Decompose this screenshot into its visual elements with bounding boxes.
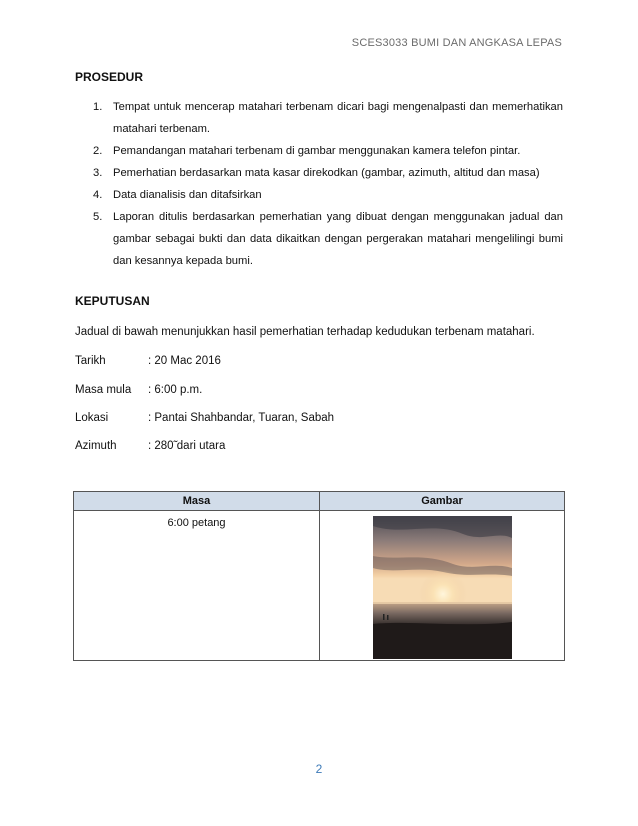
document-header: SCES3033 BUMI DAN ANGKASA LEPAS <box>351 37 562 49</box>
list-item-number: 4. <box>93 189 103 201</box>
column-header-masa: Masa <box>74 492 320 511</box>
list-item <box>93 184 563 206</box>
list-item-text: Laporan ditulis berdasarkan pemerhatian yang dibuat dengan menggunakan jadual dan gambar sebagai bukti dan data dikaitkan dengan pergerakan matahari mengelilingi bumi dan kesannya kepada bumi. <box>113 211 563 267</box>
field-label: Lokasi <box>75 412 109 424</box>
list-item-number: 5. <box>93 211 103 223</box>
list-item-text: Pemerhatian berdasarkan mata kasar direkodkan (gambar, azimuth, altitud dan masa) <box>113 167 540 179</box>
list-item-number: 3. <box>93 167 103 179</box>
list-item-number: 1. <box>93 101 103 113</box>
column-header-gambar: Gambar <box>320 492 565 511</box>
list-item-text: Pemandangan matahari terbenam di gambar menggunakan kamera telefon pintar. <box>113 145 521 157</box>
procedure-list <box>93 96 563 272</box>
table-header-row <box>74 492 565 511</box>
field-masa-mula <box>75 384 202 396</box>
cell-masa <box>74 511 320 661</box>
field-value: : 6:00 p.m. <box>148 384 203 396</box>
section-title-prosedur: PROSEDUR <box>75 70 144 84</box>
field-value: : 20 Mac 2016 <box>148 355 221 367</box>
table-row <box>74 511 565 661</box>
list-item <box>93 140 563 162</box>
cell-masa-text: 6:00 petang <box>167 517 226 529</box>
list-item-text: Data dianalisis dan ditafsirkan <box>113 189 262 201</box>
field-lokasi <box>75 412 334 424</box>
field-label: Masa mula <box>75 384 132 396</box>
list-item-text: Tempat untuk mencerap matahari terbenam dicari bagi mengenalpasti dan memerhatikan matahari terbenam. <box>113 101 563 135</box>
list-item <box>93 96 563 140</box>
cell-gambar <box>320 511 565 661</box>
list-item-number: 2. <box>93 145 103 157</box>
sunset-photo <box>373 516 512 659</box>
list-item <box>93 206 563 272</box>
observation-table <box>73 491 565 661</box>
section-title-keputusan: KEPUTUSAN <box>75 294 150 308</box>
list-item <box>93 162 563 184</box>
field-value: : 280̃ dari utara <box>148 440 226 452</box>
field-value: : Pantai Shahbandar, Tuaran, Sabah <box>148 412 335 424</box>
keputusan-intro: Jadual di bawah menunjukkan hasil pemerhatian terhadap kedudukan terbenam matahari. <box>75 326 535 338</box>
field-azimuth <box>75 440 225 452</box>
field-tarikh <box>75 355 221 367</box>
field-label: Azimuth <box>75 440 117 452</box>
field-label: Tarikh <box>75 355 106 367</box>
page-number: 2 <box>315 762 323 776</box>
